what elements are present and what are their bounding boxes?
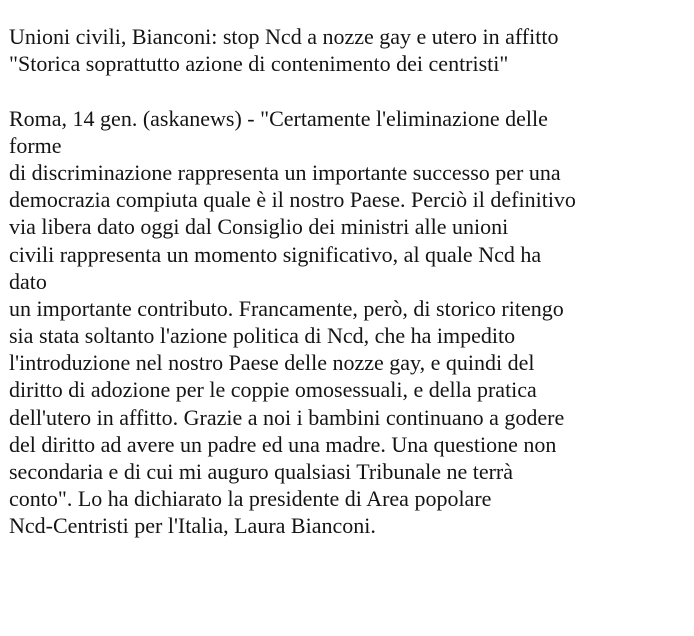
headline-line: Unioni civili, Bianconi: stop Ncd a nozze gay e utero in affitto	[9, 24, 559, 49]
article-body	[9, 105, 693, 540]
body-line: secondaria e di cui mi auguro qualsiasi Tribunale ne terrà	[9, 459, 514, 484]
body-line: dell'utero in affitto. Grazie a noi i bambini continuano a godere	[9, 404, 565, 430]
body-line: di discriminazione rappresenta un importante successo per una	[9, 159, 561, 185]
body-line: dato	[9, 268, 47, 294]
body-line: conto". Lo ha dichiarato la presidente di Area popolare	[9, 486, 492, 512]
body-line: diritto di adozione per le coppie omosessuali, e della pratica	[9, 377, 537, 403]
body-line: un importante contributo. Francamente, però, di storico ritengo	[9, 295, 564, 321]
body-line: civili rappresenta un momento significativo, al quale Ncd ha	[9, 241, 542, 267]
paragraph-spacer	[9, 77, 693, 104]
body-line: democrazia compiuta quale è il nostro Paese. Perciò il definitivo	[9, 187, 576, 213]
body-line: sia stata soltanto l'azione politica di Ncd, che ha impedito	[9, 323, 516, 349]
body-line: del diritto ad avere un padre ed una madre. Una questione non	[9, 431, 557, 457]
body-line: forme	[9, 132, 62, 158]
body-line: Ncd-Centristi per l'Italia, Laura Bianconi.	[9, 513, 376, 539]
body-line: l'introduzione nel nostro Paese delle nozze gay, e quindi del	[9, 350, 535, 376]
news-article	[9, 23, 693, 540]
headline-subtitle-line: "Storica soprattutto azione di contenimento dei centristi"	[9, 51, 509, 77]
body-line: Roma, 14 gen. (askanews) - "Certamente l'eliminazione delle	[9, 105, 548, 131]
article-headline	[9, 23, 693, 77]
body-line: via libera dato oggi dal Consiglio dei ministri alle unioni	[9, 214, 509, 240]
